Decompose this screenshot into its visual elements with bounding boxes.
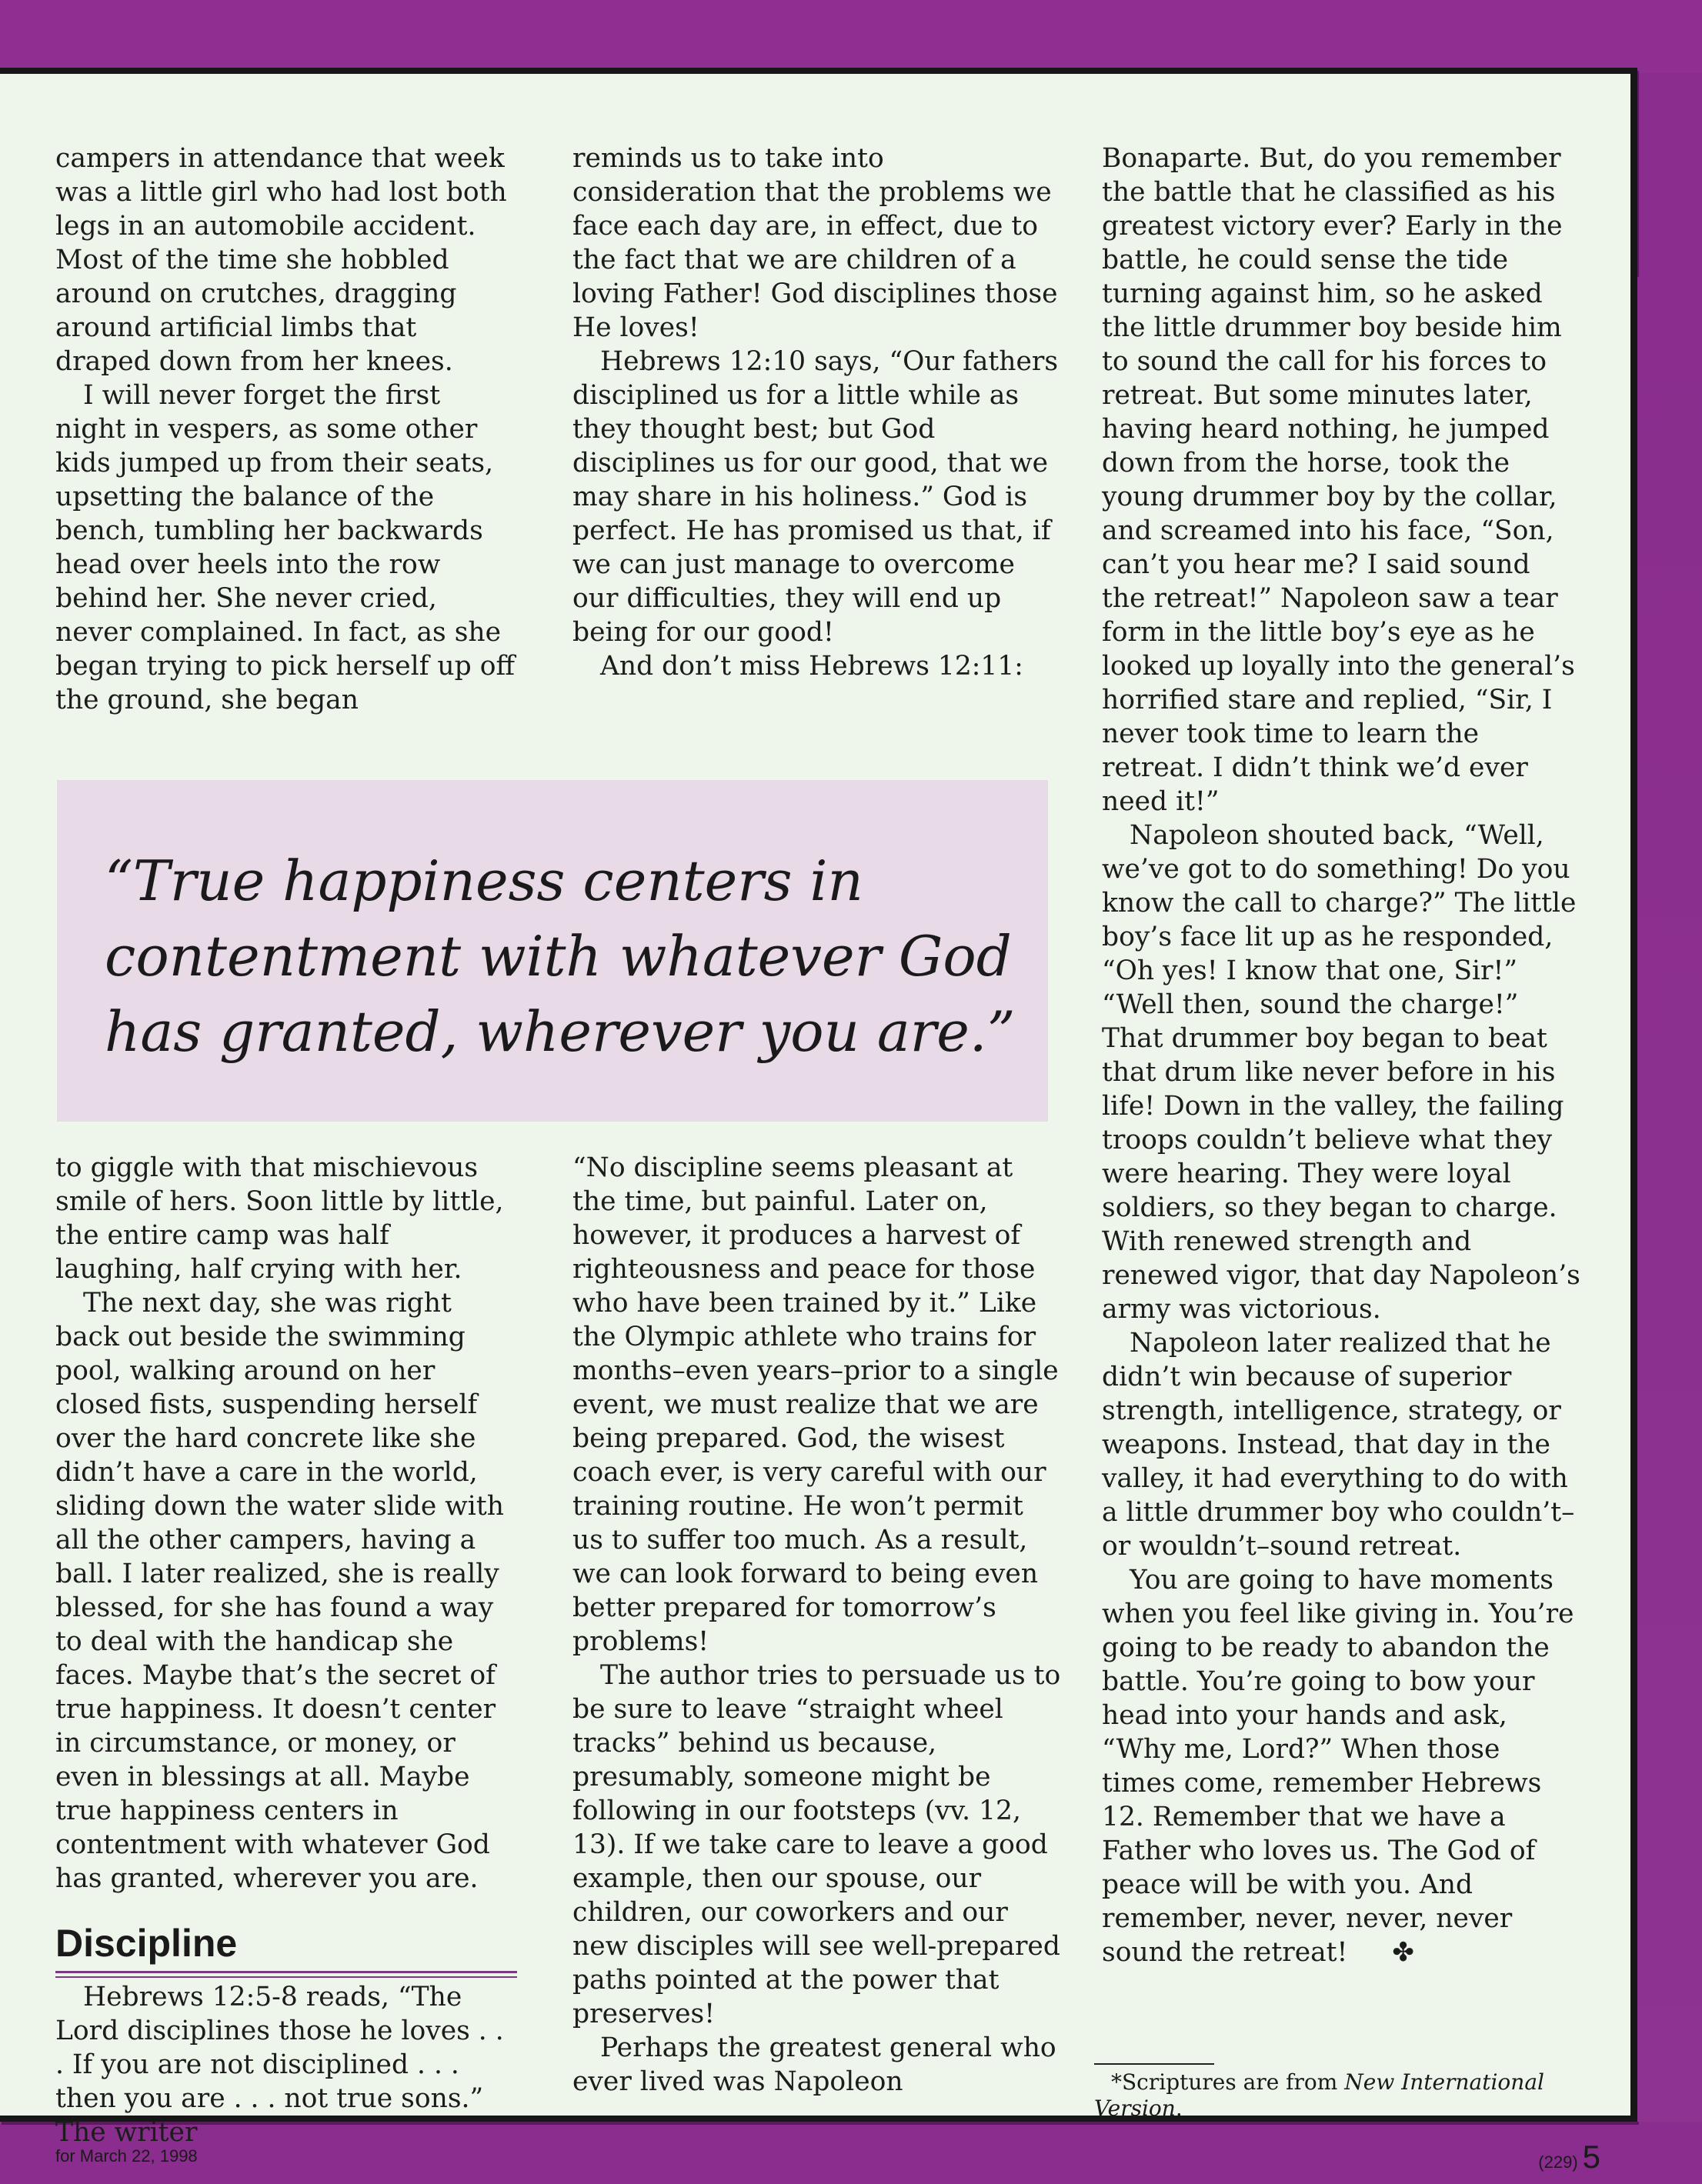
folio-number: (229): [1538, 2152, 1578, 2172]
heading-rule: [55, 1971, 517, 1973]
footnote-source: New International Version: [1094, 2069, 1544, 2121]
magazine-page: [0, 68, 1637, 2175]
end-mark-icon: ✤: [1392, 1937, 1414, 1968]
column-1-bottom: [55, 1151, 517, 1896]
paragraph: Hebrews 12:10 says, “Our fathers disciplined us for a little while as they thought best; but God disciplines us for our good, that we may share in his holiness.” God is perfect. He has promised us that, if we can just manage to overcome our difficulties, they will end up being for our good!: [572, 346, 1059, 648]
paragraph: to giggle with that mischievous smile of hers. Soon little by little, the entire camp was half laughing, half crying with her.: [55, 1152, 504, 1285]
pull-quote-text: “True happiness centers in contentment with whatever God has granted, wherever you are.”: [105, 849, 1016, 1064]
issue-date: for March 22, 1998: [55, 2146, 198, 2166]
heading-rule: [55, 1976, 517, 1978]
column-1-top: [55, 142, 517, 717]
footnote-period: .: [1175, 2096, 1183, 2121]
footnote-text: *Scriptures are from: [1111, 2069, 1345, 2095]
paragraph: The next day, she was right back out beside the swimming pool, walking around on her closed fists, suspending herself over the hard concrete like she didn’t have a care in the world, sliding down the water slide with all the other campers, having a ball. I later realized, she is really blessed, for she has found a way to deal with the handicap she faces. Maybe that’s the secret of true happiness. It doesn’t center in circumstance, or money, or even in blessings at all. Maybe true happiness centers in contentment with whatever God has granted, wherever you are.: [55, 1288, 504, 1894]
paragraph: reminds us to take into consideration that the problems we face each day are, in effect, due to the fact that we are children of a loving Father! God disciplines those He loves!: [572, 143, 1058, 343]
footnote-rule: [1094, 2063, 1214, 2065]
page-number-value: 5: [1582, 2139, 1600, 2175]
pull-quote-box: [57, 780, 1048, 1122]
paragraph: Napoleon shouted back, “Well, we’ve got to do something! Do you know the call to charge?” The little boy’s face lit up as he responded, “Oh yes! I know that one, Sir!” “Well then, sound the charge!” That drummer boy began to beat that drum like never before in his life! Down in the valley, the failing troops couldn’t believe what they were hearing. They were loyal soldiers, so they began to charge. With renewed strength and renewed vigor, that day Napoleon’s army was victorious.: [1102, 820, 1580, 1325]
column-1-discipline: [55, 1980, 517, 2149]
paragraph: [1102, 1563, 1582, 1969]
closing-text: You are going to have moments when you feel like giving in. You’re going to be ready to abandon the battle. You’re going to bow your head into your hands and ask, “Why me, Lord?” When those times come, remember Hebrews 12. Remember that we have a Father who loves us. The God of peace will be with you. And remember, never, never, never sound the retreat!: [1102, 1565, 1574, 1968]
paragraph: And don’t miss Hebrews 12:11:: [600, 651, 1023, 682]
section-heading: Discipline: [55, 1922, 238, 1965]
paragraph: Hebrews 12:5-8 reads, “The Lord disciplines those he loves . . . If you are not disciplined . . . then you are . . . not true sons.” The writer: [55, 1982, 504, 2148]
paragraph: “No discipline seems pleasant at the time, but painful. Later on, however, it produces a harvest of righteousness and peace for those who have been trained by it.” Like the Olympic athlete who trains for months–even years–prior to a single event, we must realize that we are being prepared. God, the wisest coach ever, is very careful with our training routine. He won’t permit us to suffer too much. As a result, we can look forward to being even better prepared for tomorrow’s problems!: [572, 1152, 1059, 1657]
column-2-bottom: [572, 1151, 1062, 2099]
paragraph: Bonaparte. But, do you remember the battle that he classified as his greatest victory ever? Early in the battle, he could sense the tide turning against him, so he asked the little drummer boy beside him to sound the call for his forces to retreat. But some minutes later, having heard nothing, he jumped down from the horse, took the young drummer boy by the collar, and screamed into his face, “Son, can’t you hear me? I said sound the retreat!” Napoleon saw a tear form in the little boy’s eye as he looked up loyally into the general’s horrified stare and replied, “Sir, I never took time to learn the retreat. I didn’t think we’d ever need it!”: [1102, 143, 1575, 817]
paragraph: I will never forget the first night in vespers, as some other kids jumped up from their seats, upsetting the balance of the bench, tumbling her backwards head over heels into the row behind her. She never cried, never complained. In fact, as she began trying to pick herself up off the ground, she began: [55, 380, 515, 715]
footnote: [1094, 2069, 1587, 2122]
paragraph: The author tries to persuade us to be sure to leave “straight wheel tracks” behind us because, presumably, someone might be following in our footsteps (vv. 12, 13). If we take care to leave a good example, then our spouse, our children, our coworkers and our new disciples will see well-prepared paths pointed at the power that preserves!: [572, 1660, 1061, 2029]
page-edge-background: [1637, 277, 1702, 2122]
paragraph: Perhaps the greatest general who ever lived was Napoleon: [572, 2032, 1056, 2097]
column-3: [1102, 142, 1582, 1969]
paragraph: campers in attendance that week was a little girl who had lost both legs in an automobile accident. Most of the time she hobbled around on crutches, dragging around artificial limbs that draped down from her knees.: [55, 143, 507, 377]
magazine-background: [0, 0, 1702, 73]
page-number: [1493, 2139, 1600, 2176]
paragraph: Napoleon later realized that he didn’t win because of superior strength, intelligence, strategy, or weapons. Instead, that day in the valley, it had everything to do with a little drummer boy who couldn’t–or wouldn’t–sound retreat.: [1102, 1328, 1575, 1562]
column-2-top: [572, 142, 1062, 683]
